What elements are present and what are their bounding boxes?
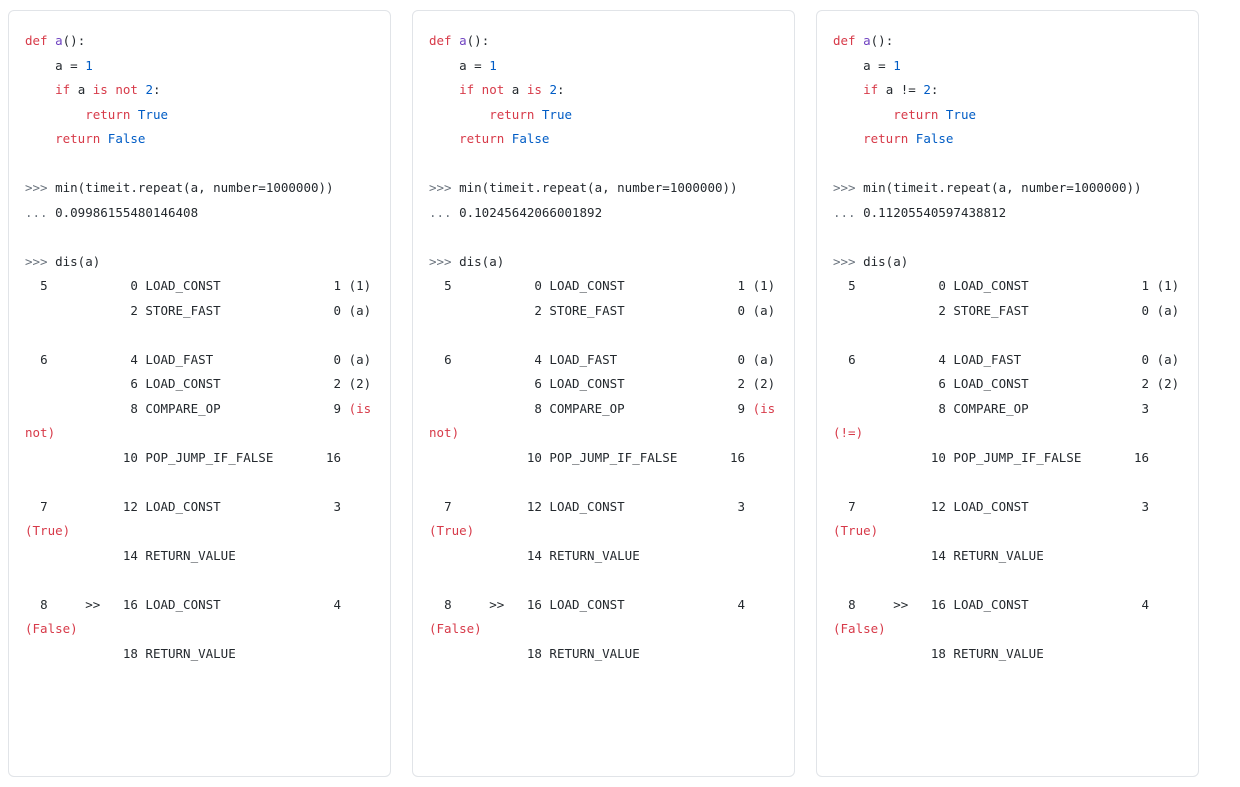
if-expr-1: a xyxy=(504,82,527,97)
keyword-if-1: if not xyxy=(459,82,505,97)
timeit-call-2: min(timeit.repeat(a, number=1000000)) xyxy=(863,180,1142,195)
dis-line-2-3: 6 4 LOAD_FAST 0 (a) xyxy=(833,351,1180,367)
dis-line-0-5: 8 COMPARE_OP 9 (is not) xyxy=(25,400,379,440)
dis-line-0-4: 6 LOAD_CONST 2 (2) xyxy=(25,376,372,391)
dis-operand-annotation: (False) xyxy=(833,621,886,636)
code-block-1 xyxy=(429,29,783,666)
keyword-return-false-0: return xyxy=(55,131,101,146)
literal-false-2: False xyxy=(915,131,954,146)
keyword-return-false-1: return xyxy=(459,131,505,146)
return-false-line-0 xyxy=(25,131,55,146)
timeit-result-1: 0.10245642066001892 xyxy=(459,204,603,220)
prompt-result-2: ... xyxy=(833,204,864,220)
dis-line-2-8: 7 12 LOAD_CONST 3 (True) xyxy=(833,498,1157,538)
prompt-dis-2: >>> xyxy=(833,253,864,269)
keyword-def-1: def xyxy=(429,33,460,48)
code-card-1 xyxy=(412,10,795,777)
code-card-2 xyxy=(816,10,1199,777)
literal-false-1: False xyxy=(511,131,550,146)
if-expr-0: a xyxy=(70,82,93,97)
dis-line-0-8: 7 12 LOAD_CONST 3 (True) xyxy=(25,498,349,538)
dis-call-1: dis(a) xyxy=(459,253,505,269)
timeit-call-0: min(timeit.repeat(a, number=1000000)) xyxy=(55,180,334,195)
keyword-def-2: def xyxy=(833,33,864,48)
function-name-1: a xyxy=(459,33,467,48)
keyword-return-true-2: return xyxy=(893,106,939,122)
keyword-if-2: if xyxy=(863,82,879,97)
prompt-dis-0: >>> xyxy=(25,253,56,269)
def-signature-1: (): xyxy=(466,33,490,48)
dis-line-0-1: 2 STORE_FAST 0 (a) xyxy=(25,302,372,318)
dis-line-1-11: 8 >> 16 LOAD_CONST 4 (False) xyxy=(429,596,753,636)
dis-line-2-0: 5 0 LOAD_CONST 1 (1) xyxy=(833,278,1180,293)
spacer-1b xyxy=(429,225,778,250)
dis-operand-annotation: (True) xyxy=(833,523,879,538)
timeit-result-0: 0.09986155480146408 xyxy=(55,204,199,220)
assign-line-1: a = xyxy=(429,57,490,73)
def-signature-2: (): xyxy=(870,33,894,48)
dis-line-1-1: 2 STORE_FAST 0 (a) xyxy=(429,302,776,318)
if-colon-2: : xyxy=(930,82,939,97)
assign-number-2: 1 xyxy=(893,57,901,73)
dis-line-2-9: 14 RETURN_VALUE xyxy=(833,547,1044,563)
assign-line-0: a = xyxy=(25,57,86,73)
prompt-result-1: ... xyxy=(429,204,460,220)
dis-line-1-4: 6 LOAD_CONST 2 (2) xyxy=(429,376,776,391)
dis-line-0-3: 6 4 LOAD_FAST 0 (a) xyxy=(25,351,372,367)
spacer-2a xyxy=(833,152,1182,177)
if-expr-2: a != xyxy=(878,82,924,97)
dis-line-1-9: 14 RETURN_VALUE xyxy=(429,547,640,563)
code-block-2 xyxy=(833,29,1182,666)
if-colon-0: : xyxy=(152,82,161,97)
return-true-line-1 xyxy=(429,107,489,122)
prompt-timeit-1: >>> xyxy=(429,180,460,195)
return-true-line-0 xyxy=(25,107,85,122)
if-number-2: 2 xyxy=(923,82,931,97)
literal-true-1: True xyxy=(541,106,573,122)
code-card-0 xyxy=(8,10,391,777)
function-name-0: a xyxy=(55,33,63,48)
if-colon-1: : xyxy=(556,82,565,97)
def-signature-0: (): xyxy=(62,33,86,48)
space-0a xyxy=(130,107,138,122)
keyword-return-false-2: return xyxy=(863,131,909,146)
spacer-0b xyxy=(25,225,374,250)
space-1b xyxy=(504,131,512,146)
dis-line-0-6: 10 POP_JUMP_IF_FALSE 16 xyxy=(25,449,342,465)
return-true-line-2 xyxy=(833,107,893,122)
if-line-1 xyxy=(429,82,459,97)
dis-operand-annotation: (is not) xyxy=(25,400,379,440)
dis-line-1-12: 18 RETURN_VALUE xyxy=(429,645,640,661)
dis-line-1-5: 8 COMPARE_OP 9 (is not) xyxy=(429,400,783,440)
spacer-0a xyxy=(25,152,374,177)
assign-number-0: 1 xyxy=(85,57,93,73)
dis-call-2: dis(a) xyxy=(863,253,909,269)
dis-line-2-4: 6 LOAD_CONST 2 (2) xyxy=(833,376,1180,391)
keyword-isnot-0: is not xyxy=(92,82,138,97)
dis-line-0-11: 8 >> 16 LOAD_CONST 4 (False) xyxy=(25,596,349,636)
prompt-result-0: ... xyxy=(25,204,56,220)
prompt-timeit-0: >>> xyxy=(25,180,56,195)
dis-operand-annotation: (False) xyxy=(429,621,482,636)
code-block-0 xyxy=(25,29,379,666)
keyword-is-1: is xyxy=(526,82,542,97)
dis-line-1-0: 5 0 LOAD_CONST 1 (1) xyxy=(429,278,776,293)
literal-true-0: True xyxy=(137,106,169,122)
dis-line-0-9: 14 RETURN_VALUE xyxy=(25,547,236,563)
keyword-return-true-1: return xyxy=(489,106,535,122)
keyword-if-0: if xyxy=(55,82,71,97)
literal-true-2: True xyxy=(945,106,977,122)
assign-number-1: 1 xyxy=(489,57,497,73)
if-number-0: 2 xyxy=(145,82,153,97)
dis-line-2-6: 10 POP_JUMP_IF_FALSE 16 xyxy=(833,449,1150,465)
keyword-def-0: def xyxy=(25,33,56,48)
prompt-dis-1: >>> xyxy=(429,253,460,269)
function-name-2: a xyxy=(863,33,871,48)
if-line-2 xyxy=(833,82,863,97)
timeit-result-2: 0.11205540597438812 xyxy=(863,204,1007,220)
dis-operand-annotation: (True) xyxy=(429,523,475,538)
dis-operand-annotation: (!=) xyxy=(833,425,864,440)
space-0b xyxy=(100,131,108,146)
prompt-timeit-2: >>> xyxy=(833,180,864,195)
return-false-line-2 xyxy=(833,131,863,146)
dis-line-1-3: 6 4 LOAD_FAST 0 (a) xyxy=(429,351,776,367)
literal-false-0: False xyxy=(107,131,146,146)
dis-operand-annotation: (False) xyxy=(25,621,78,636)
timeit-call-1: min(timeit.repeat(a, number=1000000)) xyxy=(459,180,738,195)
spacer-1a xyxy=(429,152,778,177)
dis-line-2-5: 8 COMPARE_OP 3 (!=) xyxy=(833,400,1157,440)
dis-line-0-0: 5 0 LOAD_CONST 1 (1) xyxy=(25,278,372,293)
dis-line-2-11: 8 >> 16 LOAD_CONST 4 (False) xyxy=(833,596,1157,636)
assign-line-2: a = xyxy=(833,57,894,73)
dis-line-2-1: 2 STORE_FAST 0 (a) xyxy=(833,302,1180,318)
space-2b xyxy=(908,131,916,146)
dis-line-0-12: 18 RETURN_VALUE xyxy=(25,645,236,661)
spacer-2b xyxy=(833,225,1182,250)
dis-operand-annotation: (True) xyxy=(25,523,71,538)
return-false-line-1 xyxy=(429,131,459,146)
dis-line-1-6: 10 POP_JUMP_IF_FALSE 16 xyxy=(429,449,746,465)
space-2a xyxy=(938,107,946,122)
keyword-return-true-0: return xyxy=(85,106,131,122)
if-line-0 xyxy=(25,82,55,97)
dis-line-1-8: 7 12 LOAD_CONST 3 (True) xyxy=(429,498,753,538)
if-number-1: 2 xyxy=(549,82,557,97)
dis-operand-annotation: (is not) xyxy=(429,400,783,440)
dis-call-0: dis(a) xyxy=(55,253,101,269)
space-1a xyxy=(534,107,542,122)
dis-line-2-12: 18 RETURN_VALUE xyxy=(833,645,1044,661)
